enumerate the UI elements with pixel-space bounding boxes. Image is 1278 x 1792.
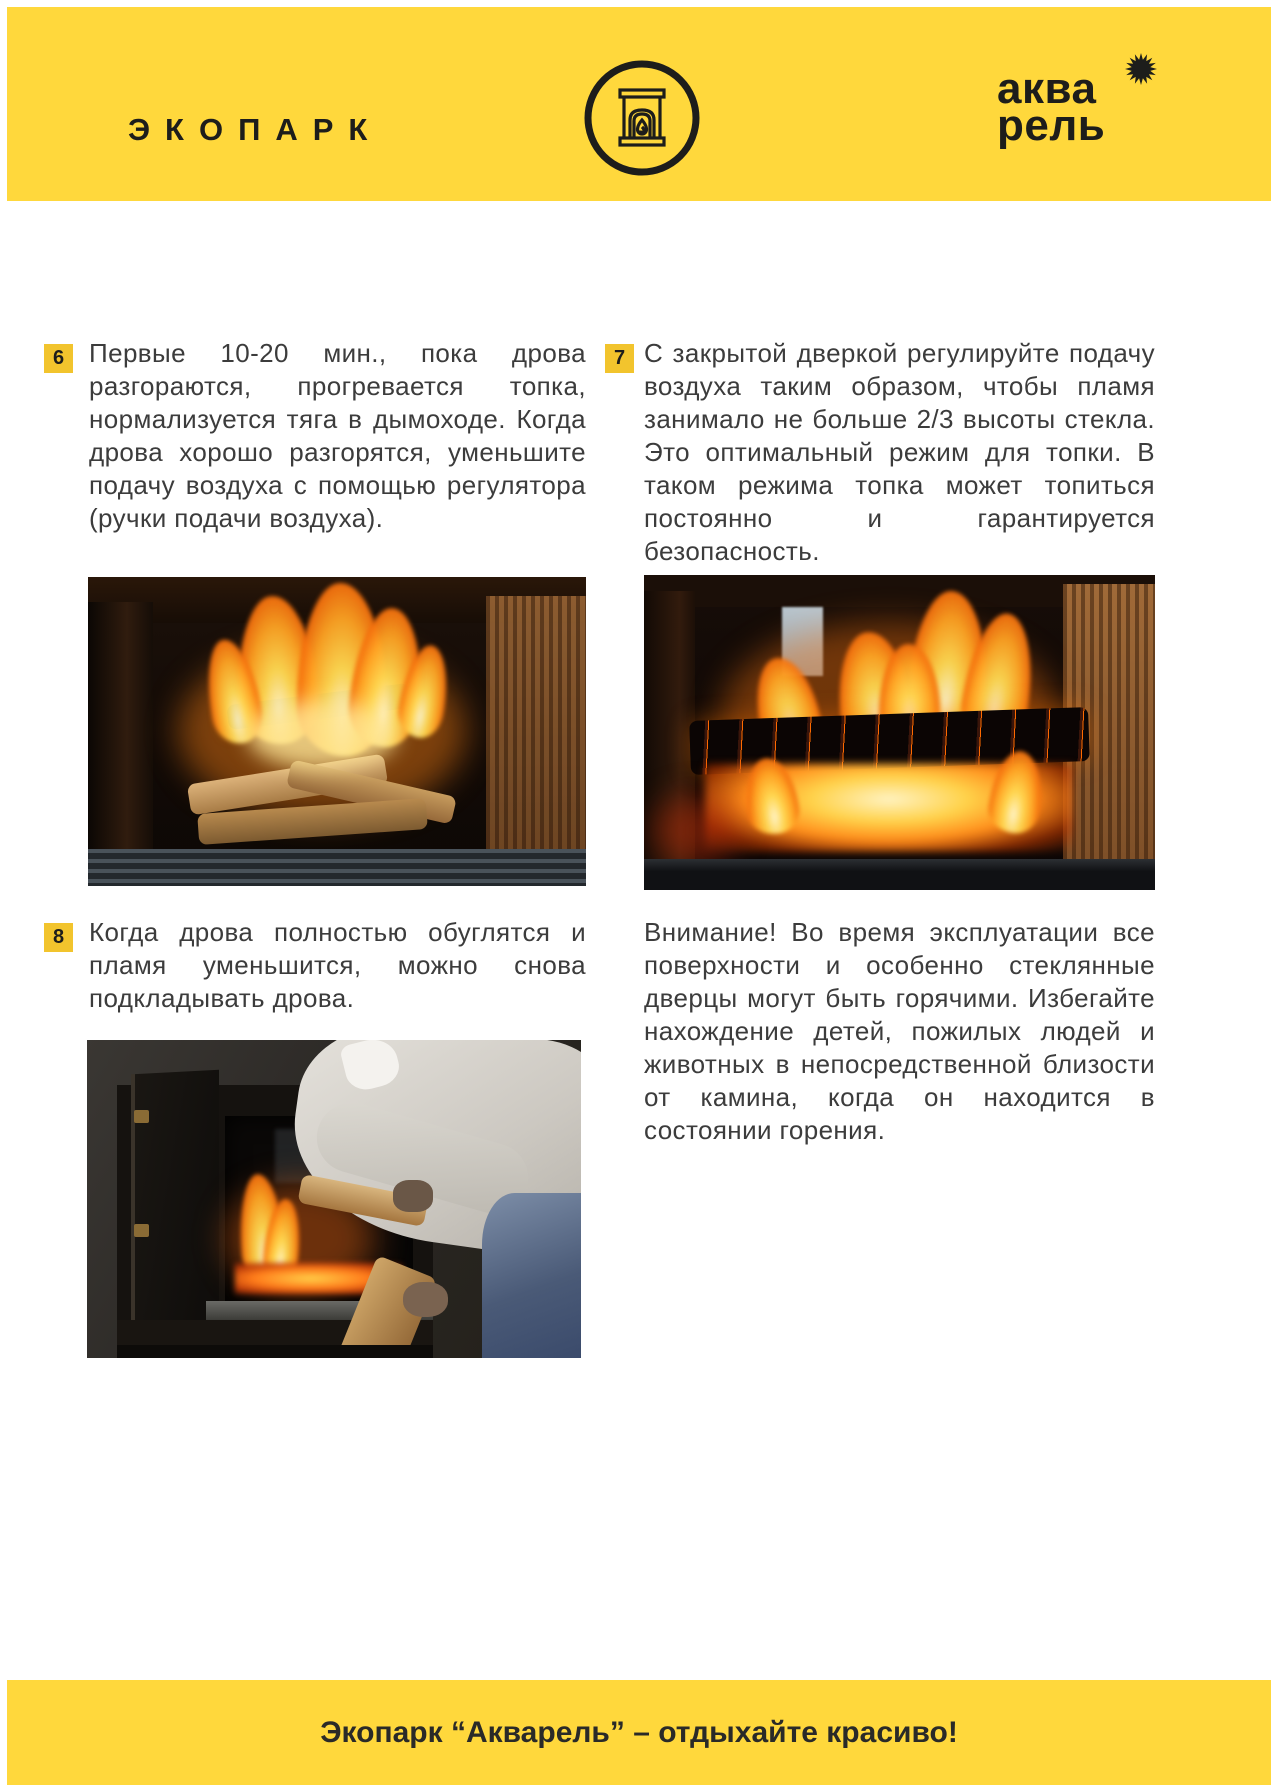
step-7-badge: 7 (605, 344, 634, 373)
photo-burning-log (644, 575, 1155, 890)
fireplace-circle-badge (582, 58, 702, 178)
step-7-text: С закрытой дверкой регулируйте подачу воздуха таким образом, чтобы пламя занимало не больше 2/3 высоты стекла. Это оптимальный режим для топки. В таком режима топка может топиться постоянно и гарантируется безопасность. (644, 338, 1155, 566)
fireplace-icon (582, 58, 702, 178)
starburst-icon (1124, 52, 1158, 86)
logo-akvarel (997, 64, 1106, 150)
step-8-badge: 8 (44, 923, 73, 952)
step-8-text: Когда дрова полностью обуглятся и пламя уменьшится, можно снова подкладывать дрова. (89, 917, 586, 1013)
footer-slogan: Экопарк “Акварель” – отдыхайте красиво! (320, 1715, 958, 1749)
photo-loading-firewood (87, 1040, 581, 1358)
warning-text: Внимание! Во время эксплуатации все поверхности и особенно стеклянные дверцы могут быть горячими. Избегайте нахождение детей, пожилых людей и животных в непосредственной близости от камина, когда он находится в состоянии горения. (644, 917, 1155, 1145)
photo-burning-kindling (88, 577, 586, 886)
step-6-badge: 6 (44, 344, 73, 373)
brand-ecopark: ЭКОПАРК (128, 112, 383, 147)
step-6-text: Первые 10-20 мин., пока дрова разгораются, прогревается топка, нормализуется тяга в дымоходе. Когда дрова хорошо разгорятся, уменьшите подачу воздуха с помощью регулятора (ручки подачи воздуха). (89, 338, 586, 533)
logo-line-1: аква (997, 64, 1097, 113)
logo-line-2: рель (997, 101, 1106, 150)
